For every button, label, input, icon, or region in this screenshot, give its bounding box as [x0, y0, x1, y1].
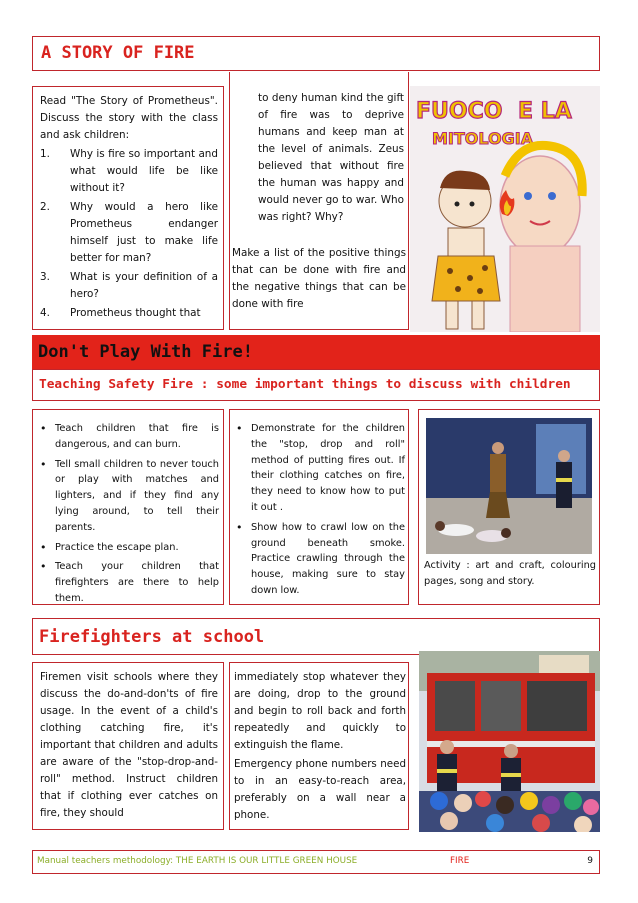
question-item: 2. Why would a hero like Prometheus endanger himself just to make life better for man?	[40, 201, 218, 264]
fire-truck-photo	[419, 651, 600, 832]
story-title: A STORY OF FIRE	[41, 43, 195, 63]
bullet-item: • Teach your children that firefighters are there to help them.	[40, 560, 219, 604]
footer	[32, 850, 600, 874]
safety-banner	[32, 335, 600, 369]
footer-page-number: 9	[587, 856, 593, 866]
story-col2	[229, 72, 409, 330]
story-questions	[40, 146, 218, 322]
story-intro: Read "The Story of Prometheus". Discuss the story with the class and ask children:	[40, 95, 218, 141]
safety-list-left	[39, 421, 219, 611]
school-title: Firefighters at school	[39, 627, 265, 647]
drawing-title-mitologia: MITOLOGIA	[432, 129, 534, 148]
safety-photo-box	[418, 409, 600, 605]
story-title-box	[32, 36, 600, 71]
story-col1	[32, 86, 224, 330]
safety-list-mid	[235, 421, 405, 603]
drawing-title-fuoco: FUOCO	[416, 99, 503, 124]
safety-col1	[32, 409, 224, 605]
activity-caption: Activity : art and craft, colouring pages, song and story.	[424, 560, 596, 587]
bullet-item: • Demonstrate for the children the "stop, drop and roll" method of putting fires out. If their clothing catches on fire, they need to know how to put it out .	[236, 422, 405, 513]
footer-manual: Manual teachers methodology: THE EARTH IS OUR LITTLE GREEN HOUSE	[37, 856, 358, 866]
classroom-photo	[426, 418, 592, 554]
safety-subtitle: Teaching Safety Fire : some important things to discuss with children	[39, 377, 571, 392]
school-text-1: Firemen visit schools where they discuss the do-and-don'ts of fire usage. In the event of a child's clothing catching fire, it's important that children and adults are aware of the "stop-drop-and-roll" method. Instruct children that if clothing ever catches on fire, they should	[40, 671, 218, 819]
question-item: 4. Prometheus thought that	[40, 307, 201, 319]
story-list-prompt: Make a list of the positive things that can be done with fire and the negative things that can be done with fire	[232, 247, 406, 310]
bullet-item: • Teach children that fire is dangerous, and can burn.	[40, 422, 219, 450]
story-continuation: to deny human kind the gift of fire was to deprive humans and keep man at the level of animals. Zeus believed that without fire the human was happy and would never go to war. Who was right? Why?	[258, 92, 404, 223]
drawing-art	[410, 86, 600, 332]
safety-subtitle-box	[32, 369, 600, 401]
bullet-item: • Practice the escape plan.	[40, 540, 179, 554]
bullet-item: • Show how to crawl low on the ground beneath smoke. Practice crawling through the house, making sure to stay down low.	[236, 520, 405, 596]
school-col2	[229, 662, 409, 830]
school-title-box	[32, 618, 600, 655]
question-item: 1. Why is fire so important and what would life be like without it?	[40, 148, 218, 194]
safety-banner-title: Don't Play With Fire!	[38, 342, 253, 362]
school-col1	[32, 662, 224, 830]
school-text-2a: immediately stop whatever they are doing, drop to the ground and begin to roll back and forth repeatedly and quickly to extinguish the flame.	[234, 671, 406, 751]
mythology-drawing	[410, 86, 600, 332]
bullet-item: • Tell small children to never touch or play with matches and lighters, and if they find any lying around, to tell their parents.	[40, 457, 219, 533]
footer-topic: FIRE	[450, 856, 470, 866]
question-item: 3. What is your definition of a hero?	[40, 271, 218, 300]
svg-text:E LA: E LA	[518, 99, 572, 124]
safety-col2	[229, 409, 409, 605]
school-text-2b: Emergency phone numbers need to in an easy-to-reach area, preferably on a wall near a phone.	[234, 758, 406, 821]
